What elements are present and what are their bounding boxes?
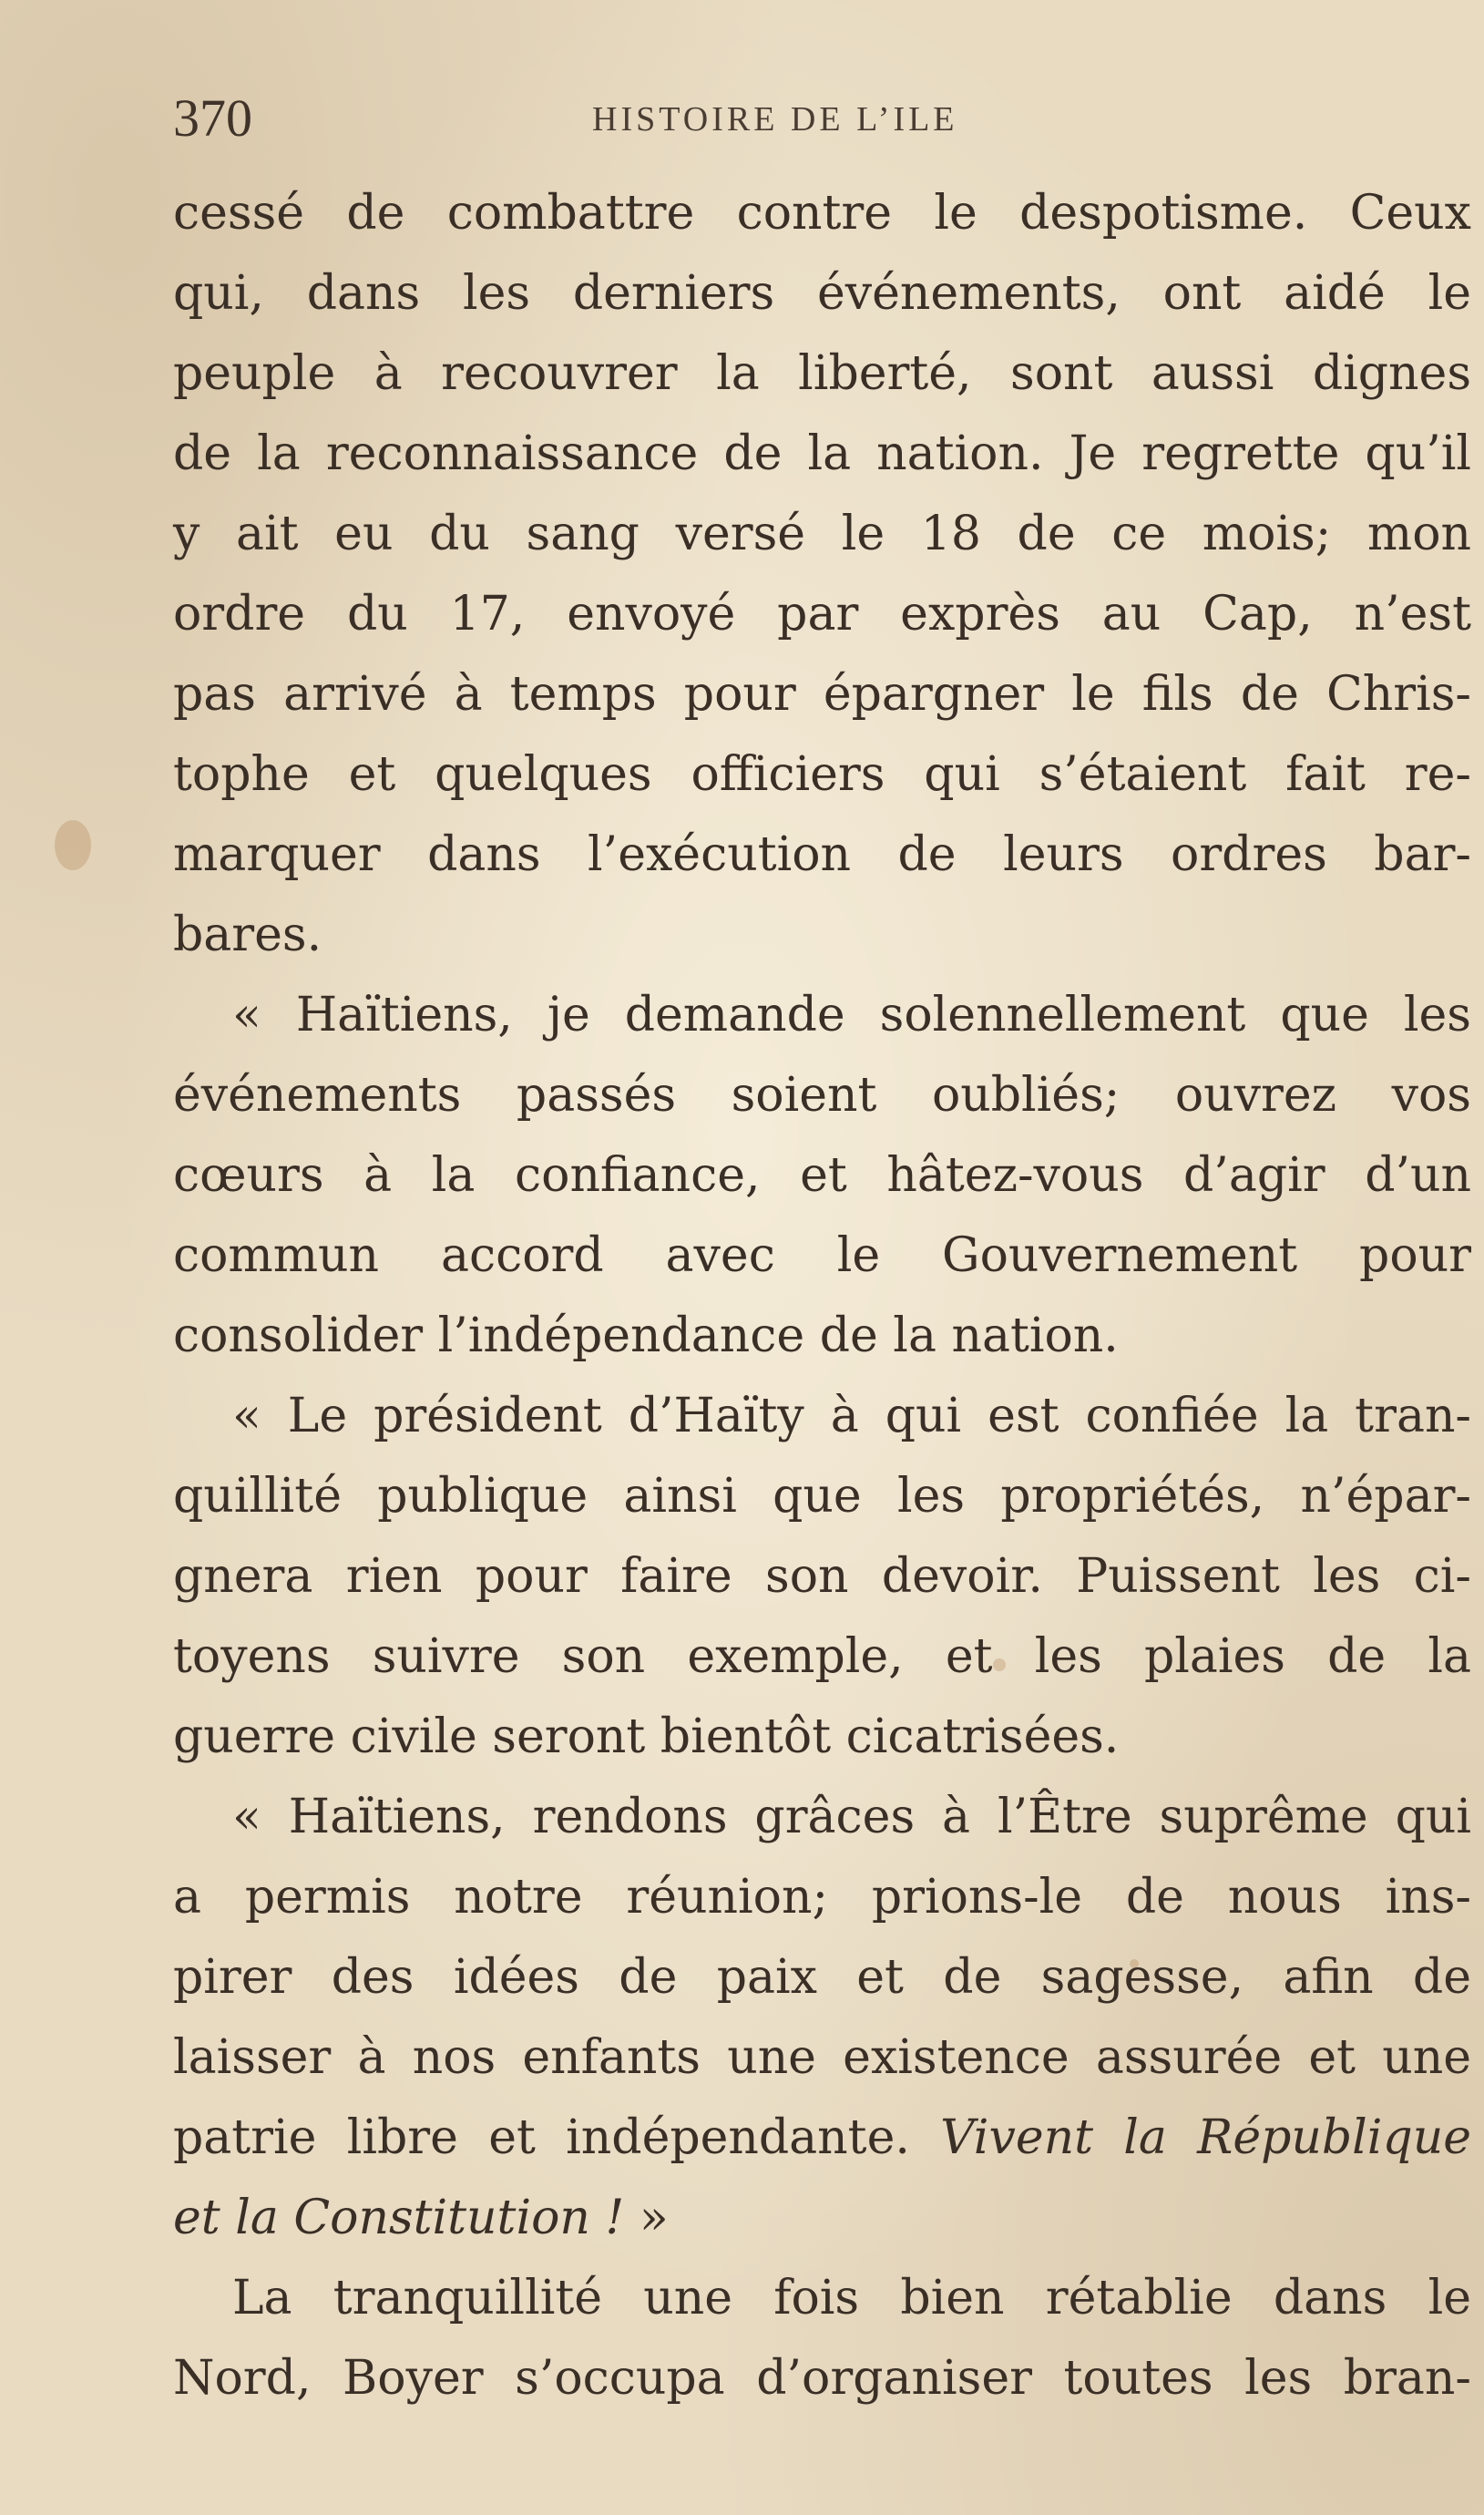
page-number: 370: [173, 88, 252, 148]
text-line: guerre civile seront bientôt cicatrisées.: [173, 1709, 1120, 1764]
closing-quote: »: [639, 2191, 669, 2245]
paper-stain: [55, 820, 91, 870]
text-line: La tranquillité une fois bien rétablie dans le: [232, 2271, 1471, 2325]
italic-text: et la Constitution !: [173, 2191, 625, 2245]
text-line: toyens suivre son exemple, et les plaies de la: [173, 1629, 1471, 1684]
text-line: pirer des idées de paix et de sagesse, afin de: [173, 1950, 1471, 2005]
text-line: laisser à nos enfants une existence assurée et une: [173, 2030, 1471, 2085]
text-line: quillité publique ainsi que les propriétés, n’épar-: [173, 1469, 1471, 1524]
text-line: « Haïtiens, rendons grâces à l’Être suprême qui: [232, 1790, 1471, 1844]
text-line: gnera rien pour faire son devoir. Puissent les ci-: [173, 1549, 1471, 1604]
text-line: [173, 2098, 1471, 2178]
text-line: pas arrivé à temps pour épargner le fils de Chris-: [173, 667, 1471, 722]
text-line: qui, dans les derniers événements, ont aidé le: [173, 266, 1471, 321]
text-line: tophe et quelques officiers qui s’étaient fait re-: [173, 747, 1471, 802]
text-line: commun accord avec le Gouvernement pour: [173, 1228, 1471, 1283]
text-line: [173, 2178, 1471, 2258]
body-text: [173, 173, 1471, 2418]
text-line: y ait eu du sang versé le 18 de ce mois; mon: [173, 507, 1471, 561]
text-line: cœurs à la confiance, et hâtez-vous d’agir d’un: [173, 1148, 1471, 1203]
running-head: HISTOIRE DE L’ILE: [592, 100, 958, 139]
text-line: peuple à recouvrer la liberté, sont aussi dignes: [173, 346, 1471, 401]
text-line: marquer dans l’exécution de leurs ordres bar-: [173, 827, 1471, 882]
text-segment: patrie libre et indépendante.: [173, 2110, 910, 2165]
text-line: événements passés soient oubliés; ouvrez vos: [173, 1068, 1471, 1123]
text-line: « Haïtiens, je demande solennellement que les: [232, 988, 1471, 1042]
text-line: consolider l’indépendance de la nation.: [173, 1309, 1119, 1363]
text-line: a permis notre réunion; prions-le de nous ins-: [173, 1870, 1471, 1925]
text-line: ordre du 17, envoyé par exprès au Cap, n’est: [173, 587, 1471, 642]
page-header: [173, 87, 1484, 150]
text-line: bares.: [173, 908, 322, 962]
text-line: « Le président d’Haïty à qui est confiée la tran-: [232, 1389, 1471, 1443]
text-line: de la reconnaissance de la nation. Je regrette qu’il: [173, 426, 1471, 481]
text-line: Nord, Boyer s’occupa d’organiser toutes les bran-: [173, 2351, 1471, 2406]
text-line: cessé de combattre contre le despotisme. Ceux: [173, 186, 1471, 241]
italic-text: Vivent la République: [940, 2110, 1471, 2165]
